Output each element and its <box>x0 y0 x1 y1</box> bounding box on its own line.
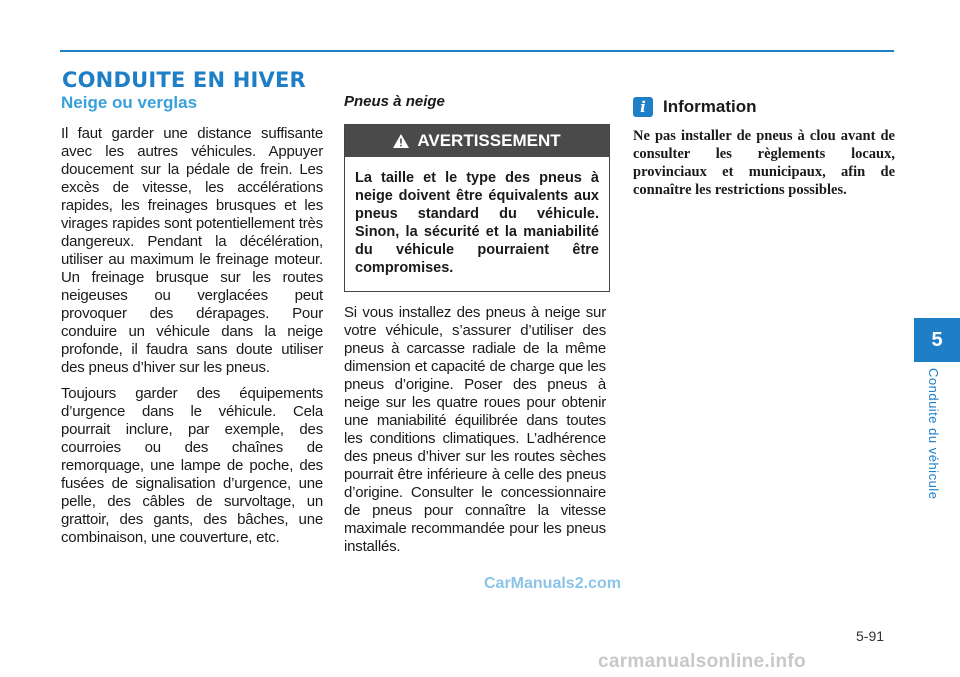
information-text: Ne pas installer de pneus à clou avant de consulter les règlements locaux, provinciaux et municipaux, afin de connaître les restrictions possibles. <box>633 128 895 198</box>
column-snow-ice <box>61 93 323 555</box>
column-information <box>633 93 895 199</box>
chapter-tab: 5 <box>914 318 960 362</box>
heading-snow-tires: Pneus à neige <box>344 93 445 110</box>
watermark-carmanuals: CarManuals2.com <box>484 575 621 592</box>
page-number: 5-91 <box>856 628 885 644</box>
heading-snow-ice: Neige ou verglas <box>61 93 198 112</box>
column-snow-tires <box>344 93 606 564</box>
top-rule <box>60 50 894 52</box>
information-header <box>633 97 895 117</box>
paragraph: Si vous installez des pneus à neige sur votre véhicule, s’assurer d’utiliser des pneus à carcasse radiale de la même dimension et capacité de charge que les pneus d’origine. Poser des pneus à neige sur les quatre roues pour obtenir une maniabilité équilibrée dans toutes les conditions climatiques. L’adhérence des pneus d’hiver sur les routes sèches pourrait être inférieure à celle des pneus d’origine. Consulter le concessionnaire de pneus pour connaître la vitesse maximale recommandée pour les pneus installés. <box>344 304 606 555</box>
warning-title: AVERTISSEMENT <box>417 131 561 150</box>
chapter-label: Conduite du véhicule <box>926 368 941 500</box>
paragraph: Il faut garder une distance suffisante avec les autres véhicules. Appuyer doucement sur la pédale de frein. Les excès de vitesse, les accélérations rapides, les freinages brusques et les virages rapides sont potentiellement très dangereux. Pendant la décélération, utiliser au maximum le freinage moteur. Un freinage brusque sur les routes neigeuses ou verglacées peut provoquer des dérapages. Pour conduire un véhicule dans la neige profonde, il faudra sans doute utiliser des pneus d’hiver sur les pneus. <box>61 125 323 376</box>
paragraph: Toujours garder des équipements d’urgence dans le véhicule. Cela pourrait inclure, par exemple, des courroies ou des chaînes de remorquage, une lampe de poche, des fusées de signalisation d’urgence, une pelle, des câbles de survoltage, un grattoir, des gants, des bâches, une combinaison, une couverture, etc. <box>61 385 323 546</box>
information-title: Information <box>663 97 757 116</box>
warning-header <box>345 125 609 157</box>
warning-box <box>344 124 610 292</box>
warning-text: La taille et le type des pneus à neige doivent être équivalents aux pneus standard du véhicule. Sinon, la sécurité et la maniabilité du véhicule pourraient être compromises. <box>355 170 599 276</box>
section-title: CONDUITE EN HIVER <box>62 68 306 92</box>
info-icon: i <box>633 97 653 117</box>
warning-triangle-icon <box>393 134 409 148</box>
watermark-online: carmanualsonline.info <box>598 651 806 672</box>
